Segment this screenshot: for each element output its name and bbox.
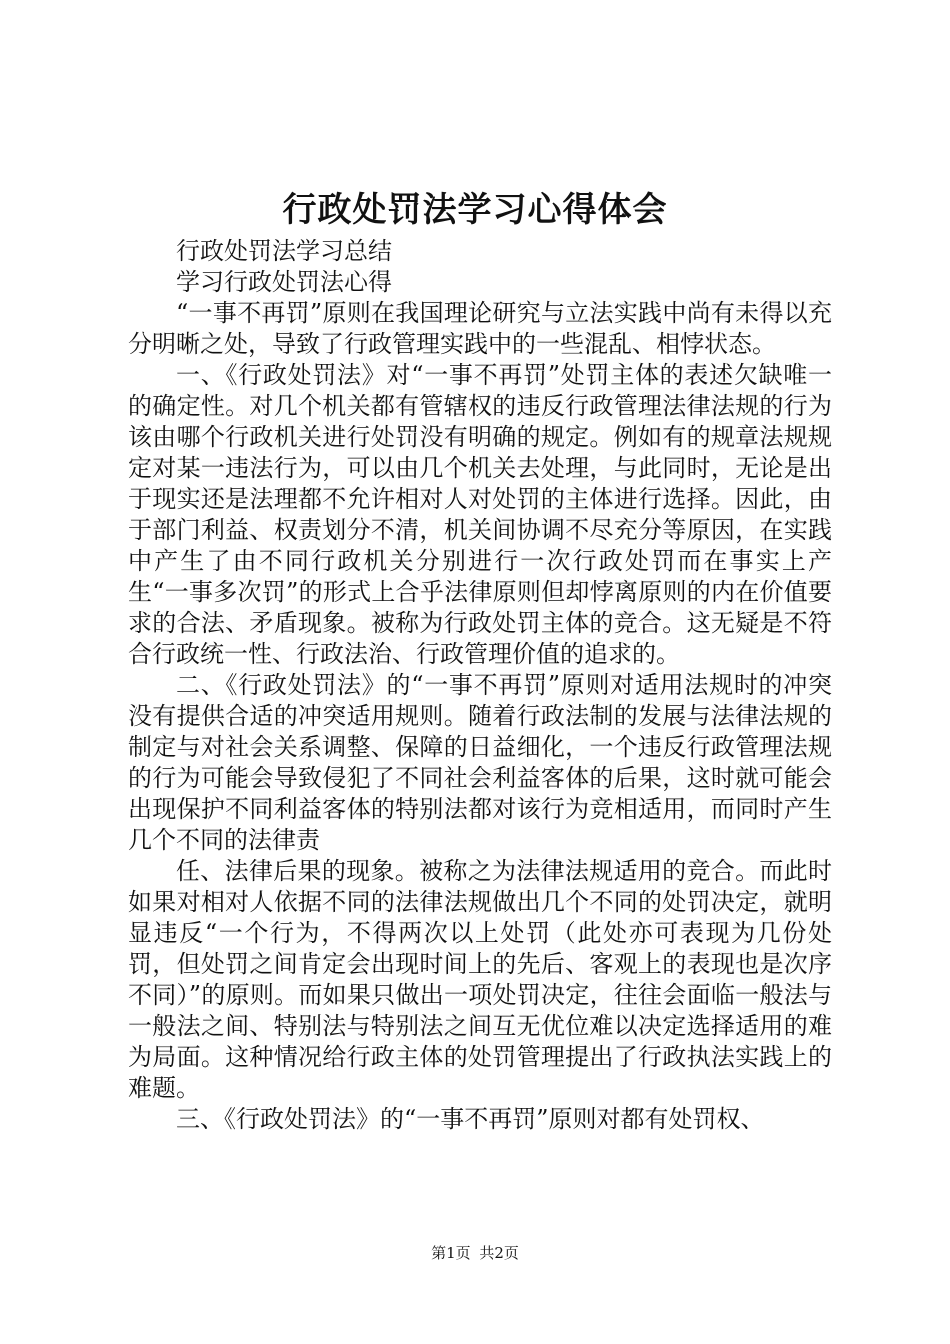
paragraph-three: 三、《行政处罚法》的“一事不再罚”原则对都有处罚权、 [176,1105,765,1133]
paragraph-intro: “一事不再罚”原则在我国理论研究与立法实践中尚有未得以充分明晰之处，导致了行政管理实践中的一些混乱、相悖状态。 [128,299,832,358]
paragraph-two: 二、《行政处罚法》的“一事不再罚”原则对适用法规时的冲突没有提供合适的冲突适用规则。随着行政法制的发展与法律法规的制定与对社会关系调整、保障的日益细化，一个违反行政管理法规的行为可能会导致侵犯了不同社会利益客体的后果，这时就可能会出现保护不同利益客体的特别法都对该行为竞相适用，而同时产生几个不同的法律责 [128,671,832,854]
page-total: 共2页 [479,1244,519,1262]
subtitle-experience: 学习行政处罚法心得 [176,268,392,296]
page-footer [0,1243,950,1263]
paragraph-one: 一、《行政处罚法》对“一事不再罚”处罚主体的表述欠缺唯一的确定性。对几个机关都有管辖权的违反行政管理法律法规的行为该由哪个行政机关进行处罚没有明确的规定。例如有的规章法规规定对某一违法行为，可以由几个机关去处理，与此同时，无论是出于现实还是法理都不允许相对人对处罚的主体进行选择。因此，由于部门利益、权责划分不清，机关间协调不尽充分等原因，在实践中产生了由不同行政机关分别进行一次行政处罚而在事实上产生“一事多次罚”的形式上合乎法律原则但却悖离原则的内在价值要求的合法、矛盾现象。被称为行政处罚主体的竞合。这无疑是不符合行政统一性、行政法治、行政管理价值的追求的。 [128,361,832,668]
document-body [128,236,832,1135]
paragraph-two-continued: 任、法律后果的现象。被称之为法律法规适用的竞合。而此时如果对相对人依据不同的法律法规做出几个不同的处罚决定，就明显违反“一个行为，不得两次以上处罚（此处亦可表现为几份处罚，但处罚之间肯定会出现时间上的先后、客观上的表现也是次序不同）”的原则。而如果只做出一项处罚决定，往往会面临一般法与一般法之间、特别法与特别法之间互无优位难以决定选择适用的难为局面。这种情况给行政主体的处罚管理提出了行政执法实践上的难题。 [128,857,832,1102]
document-title: 行政处罚法学习心得体会 [282,190,668,230]
subtitle-summary: 行政处罚法学习总结 [176,237,392,265]
page-number: 第1页 [431,1244,471,1262]
